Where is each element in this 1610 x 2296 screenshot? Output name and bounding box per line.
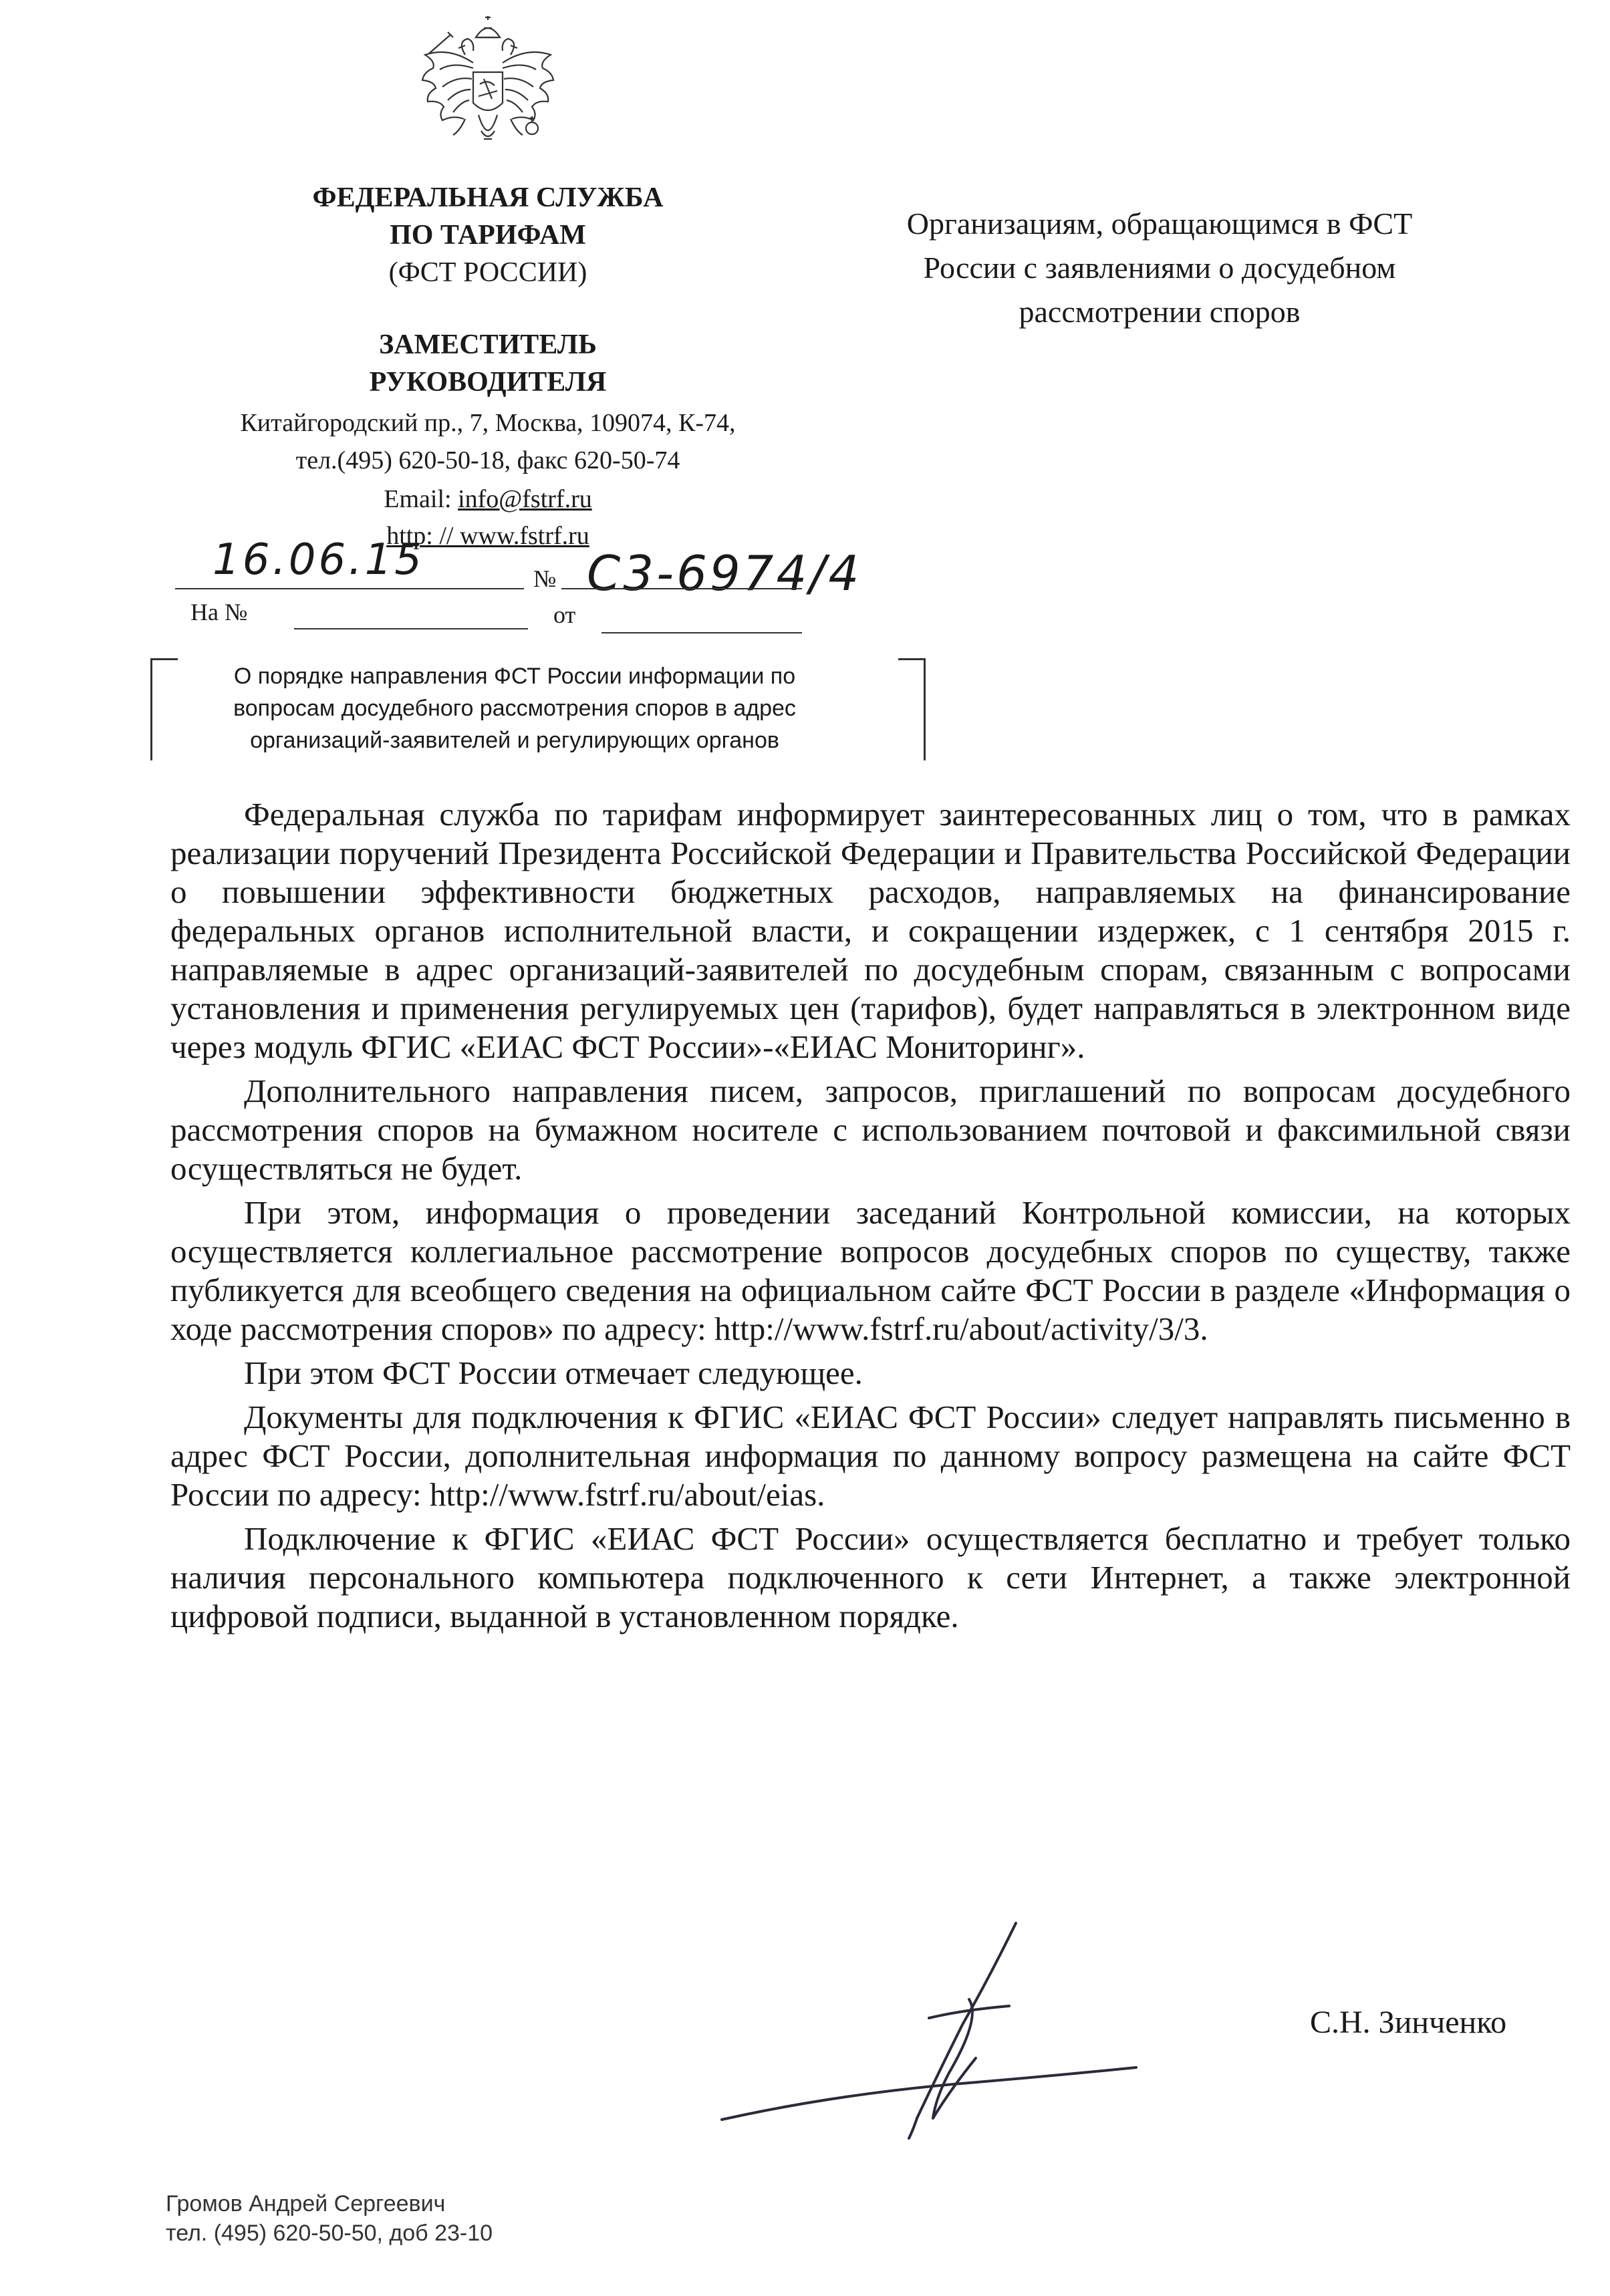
addressee-block (825, 202, 1494, 334)
body-paragraph-6: Подключение к ФГИС «ЕИАС ФСТ России» осуществляется бесплатно и требует только наличия персонального компьютера подключенного к сети Интернет, а также электронной цифровой подписи, выданной в установленном порядке. (170, 1520, 1571, 1634)
position-title-line-2: РУКОВОДИТЕЛЯ (369, 367, 607, 398)
org-short-name: (ФСТ РОССИИ) (388, 257, 587, 288)
email-link[interactable]: info@fstrf.ru (458, 485, 592, 513)
position-title-line-1: ЗАМЕСТИТЕЛЬ (379, 329, 597, 360)
date-underline (175, 588, 524, 589)
body-paragraph-5: Документы для подключения к ФГИС «ЕИАС ФСТ России» следует направлять письменно в адрес ФСТ России, дополнительная информация по данному вопросу размещена на сайте ФСТ России по адресу: http://www.fstrf.ru/about/eias. (170, 1399, 1571, 1513)
org-address: Китайгородский пр., 7, Москва, 109074, К-74, (240, 409, 736, 437)
handwritten-date: 16.06.15 (213, 535, 424, 585)
subject-line-3: организаций-заявителей и регулирующих органов (250, 728, 779, 753)
body-paragraph-1: Федеральная служба по тарифам информирует заинтересованных лиц о том, что в рамках реализации поручений Президента Российской Федерации и Правительства Российской Федерации о повышении эффективности бюджетных расходов, направляемых на финансирование федеральных органов исполнительной власти, и сокращении издержек, с 1 сентября 2015 г. направляемые в адрес организаций-заявителей по досудебным спорам, связанным с вопросами установления и применения регулируемых цен (тарифов), будет направляться в электронном виде через модуль ФГИС «ЕИАС ФСТ России»-«ЕИАС Мониторинг». (170, 796, 1571, 1065)
addressee-line-1: Организациям, обращающимся в ФСТ (906, 206, 1413, 241)
handwritten-signature (708, 1918, 1163, 2158)
email-label: Email: (384, 485, 452, 513)
bracket-left (150, 658, 178, 760)
ref-from-label: от (553, 601, 576, 628)
ref-from-underline (601, 632, 802, 633)
number-label: № (533, 565, 557, 592)
handwritten-reg-number: С3-6974/4 (587, 545, 862, 601)
subject-block (180, 660, 849, 756)
letter-body (170, 795, 1571, 1641)
body-paragraph-4: При этом ФСТ России отмечает следующее. (244, 1354, 863, 1391)
subject-line-1: О порядке направления ФСТ России информации по (233, 664, 796, 689)
subject-line-2: вопросам досудебного рассмотрения споров в адрес (233, 696, 796, 721)
addressee-line-2: России с заявлениями о досудебном (923, 251, 1396, 285)
performer-phone: тел. (495) 620-50-50, доб 23-10 (166, 2220, 493, 2246)
ref-number-label: На № (190, 599, 248, 625)
body-paragraph-3: При этом, информация о проведении заседаний Контрольной комиссии, на которых осуществляется коллегиальное рассмотрение вопросов досудебных споров по существу, также публикуется для всеобщего сведения на официальном сайте ФСТ России в разделе «Информация о ходе рассмотрения споров» по адресу: http://www.fstrf.ru/about/activity/3/3. (170, 1194, 1571, 1347)
org-name-line-1: ФЕДЕРАЛЬНАЯ СЛУЖБА (312, 182, 664, 213)
org-phone: тел.(495) 620-50-18, факс 620-50-74 (295, 446, 680, 474)
coat-of-arms-emblem (409, 15, 567, 164)
ref-number-underline (294, 628, 528, 629)
body-paragraph-2: Дополнительного направления писем, запросов, приглашений по вопросам досудебного рассмотрения споров на бумажном носителе с использованием почтовой и факсимильной связи осуществляться не будет. (170, 1072, 1571, 1187)
performer-name: Громов Андрей Сергеевич (166, 2191, 446, 2216)
bracket-right (898, 658, 926, 760)
org-email-line (167, 480, 809, 518)
website-link[interactable]: http: // www.fstrf.ru (386, 522, 589, 550)
number-underline (561, 588, 802, 589)
addressee-line-3: рассмотрении споров (1019, 295, 1301, 329)
org-name-line-2: ПО ТАРИФАМ (390, 220, 586, 251)
signer-name: С.Н. Зинченко (1310, 2005, 1507, 2040)
